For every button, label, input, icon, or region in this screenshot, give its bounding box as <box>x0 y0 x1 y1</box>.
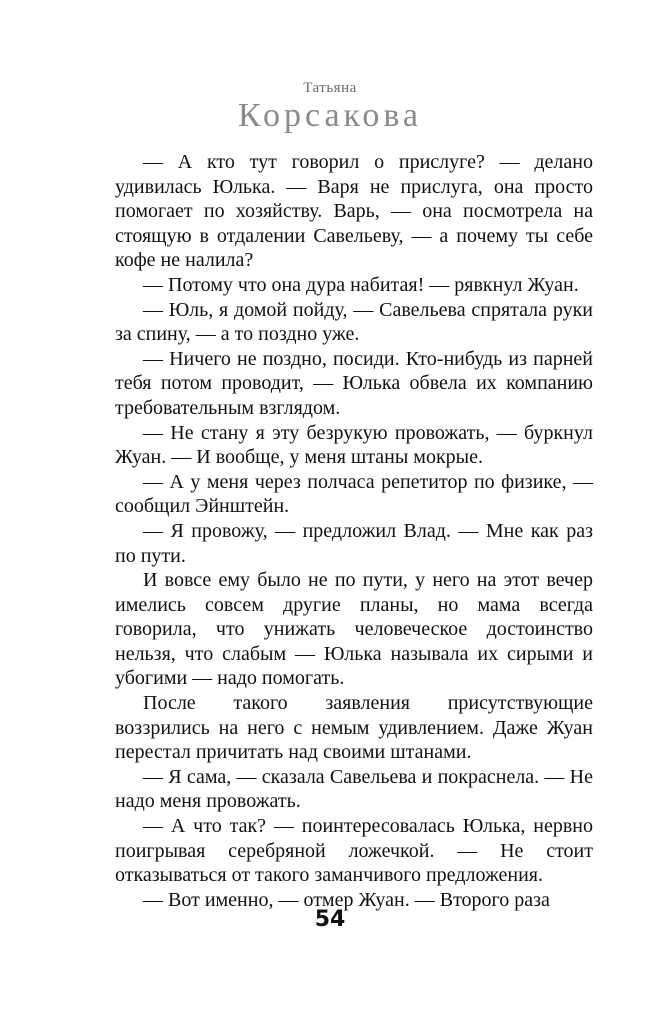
body-text <box>115 150 593 912</box>
paragraph: — Не стану я эту безрукую провожать, — буркнул Жуан. — И вообще, у меня штаны мокрые. <box>115 421 593 469</box>
paragraph: — Потому что она дура набитая! — рявкнул Жуан. <box>143 273 579 296</box>
author-first-name: Татьяна <box>303 80 357 96</box>
paragraph: — Я провожу, — предложил Влад. — Мне как раз по пути. <box>115 519 593 567</box>
paragraph: — А кто тут говорил о прислуге? — делано удивилась Юлька. — Варя не прислуга, она просто помогает по хозяйству. Варь, — она посмотрела на стоящую в отдалении Савельеву, — а почему ты себе кофе не налила? <box>115 151 593 272</box>
author-last-name: Корсакова <box>237 97 423 134</box>
paragraph: — Ничего не поздно, посиди. Кто-нибудь из парней тебя потом проводит, — Юлька обвела их компанию требовательным взглядом. <box>115 347 593 419</box>
paragraph: И вовсе ему было не по пути, у него на этот вечер имелись совсем другие планы, но мама всегда говорила, что унижать человеческое достоинство нельзя, что слабым — Юлька называла их сирыми и убогими — надо помогать. <box>115 569 593 690</box>
paragraph: — Юль, я домой пойду, — Савельева спрятала руки за спину, — а то поздно уже. <box>115 298 593 346</box>
paragraph: — А что так? — поинтересовалась Юлька, нервно поигрывая серебряной ложечкой. — Не стоит отказываться от такого заманчивого предложения. <box>115 815 593 887</box>
paragraph: — А у меня через полчаса репетитор по физике, — сообщил Эйнштейн. <box>115 470 593 518</box>
page-number: 54 <box>314 907 346 932</box>
paragraph: — Вот именно, — отмер Жуан. — Второго раза <box>143 888 550 911</box>
paragraph: — Я сама, — сказала Савельева и покраснела. — Не надо меня провожать. <box>115 765 593 813</box>
paragraph: После такого заявления присутствующие воззрились на него с немым удивлением. Даже Жуан перестал причитать над своими штанами. <box>115 692 593 764</box>
